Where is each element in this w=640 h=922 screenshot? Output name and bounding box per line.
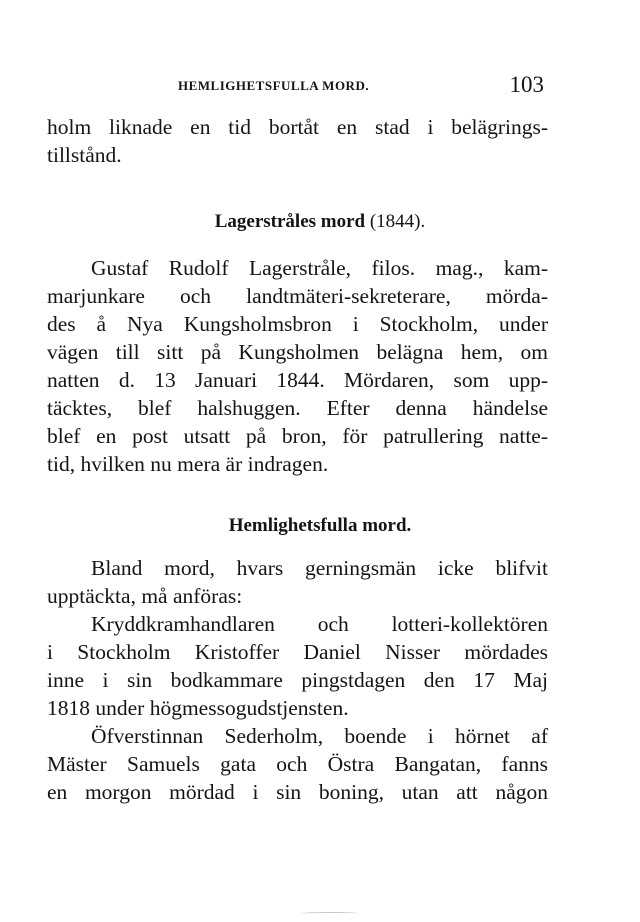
section-heading-hemlighetsfulla: Hemlighetsfulla mord. <box>228 515 412 536</box>
body-line: täcktes, blef halshuggen. Efter denna händelse <box>47 396 548 420</box>
body-line: holm liknade en tid bortåt en stad i belägrings- <box>47 115 548 139</box>
running-title: HEMLIGHETSFULLA MORD. <box>178 78 370 93</box>
running-head <box>48 72 548 102</box>
body-line: Gustaf Rudolf Lagerstråle, filos. mag., kam- <box>91 256 548 280</box>
body-line: tillstånd. <box>47 143 122 167</box>
body-line: Öfverstinnan Sederholm, boende i hörnet af <box>91 724 548 748</box>
body-line: natten d. 13 Januari 1844. Mördaren, som upp- <box>47 368 548 392</box>
body-line: en morgon mördad i sin boning, utan att någon <box>47 780 548 804</box>
body-line: 1818 under högmessogudstjensten. <box>47 696 349 720</box>
body-line: Bland mord, hvars gerningsmän icke blifvit <box>91 556 548 580</box>
body-line: inne i sin bodkammare pingstdagen den 17 Maj <box>47 668 548 692</box>
page-edge-mark <box>300 912 360 915</box>
body-line: vägen till sitt på Kungsholmen belägna hem, om <box>47 340 548 364</box>
body-line: upptäckta, må anföras: <box>47 584 243 608</box>
body-line: marjunkare och landtmäteri-sekreterare, mörda- <box>47 284 548 308</box>
body-line: blef en post utsatt på bron, för patrullering natte- <box>47 424 548 448</box>
page-number: 103 <box>509 72 544 97</box>
section-heading-year: (1844). <box>365 211 426 232</box>
body-line: des å Nya Kungsholmsbron i Stockholm, under <box>47 312 548 336</box>
body-line: tid, hvilken nu mera är indragen. <box>47 452 329 476</box>
section-heading-text: Lagerstråles mord <box>214 211 366 232</box>
section-heading-lagerstrale <box>0 208 640 236</box>
body-line: Mäster Samuels gata och Östra Bangatan, fanns <box>47 752 548 776</box>
body-line: i Stockholm Kristoffer Daniel Nisser mördades <box>47 640 548 664</box>
body-line: Kryddkramhandlaren och lotteri-kollektören <box>91 612 548 636</box>
